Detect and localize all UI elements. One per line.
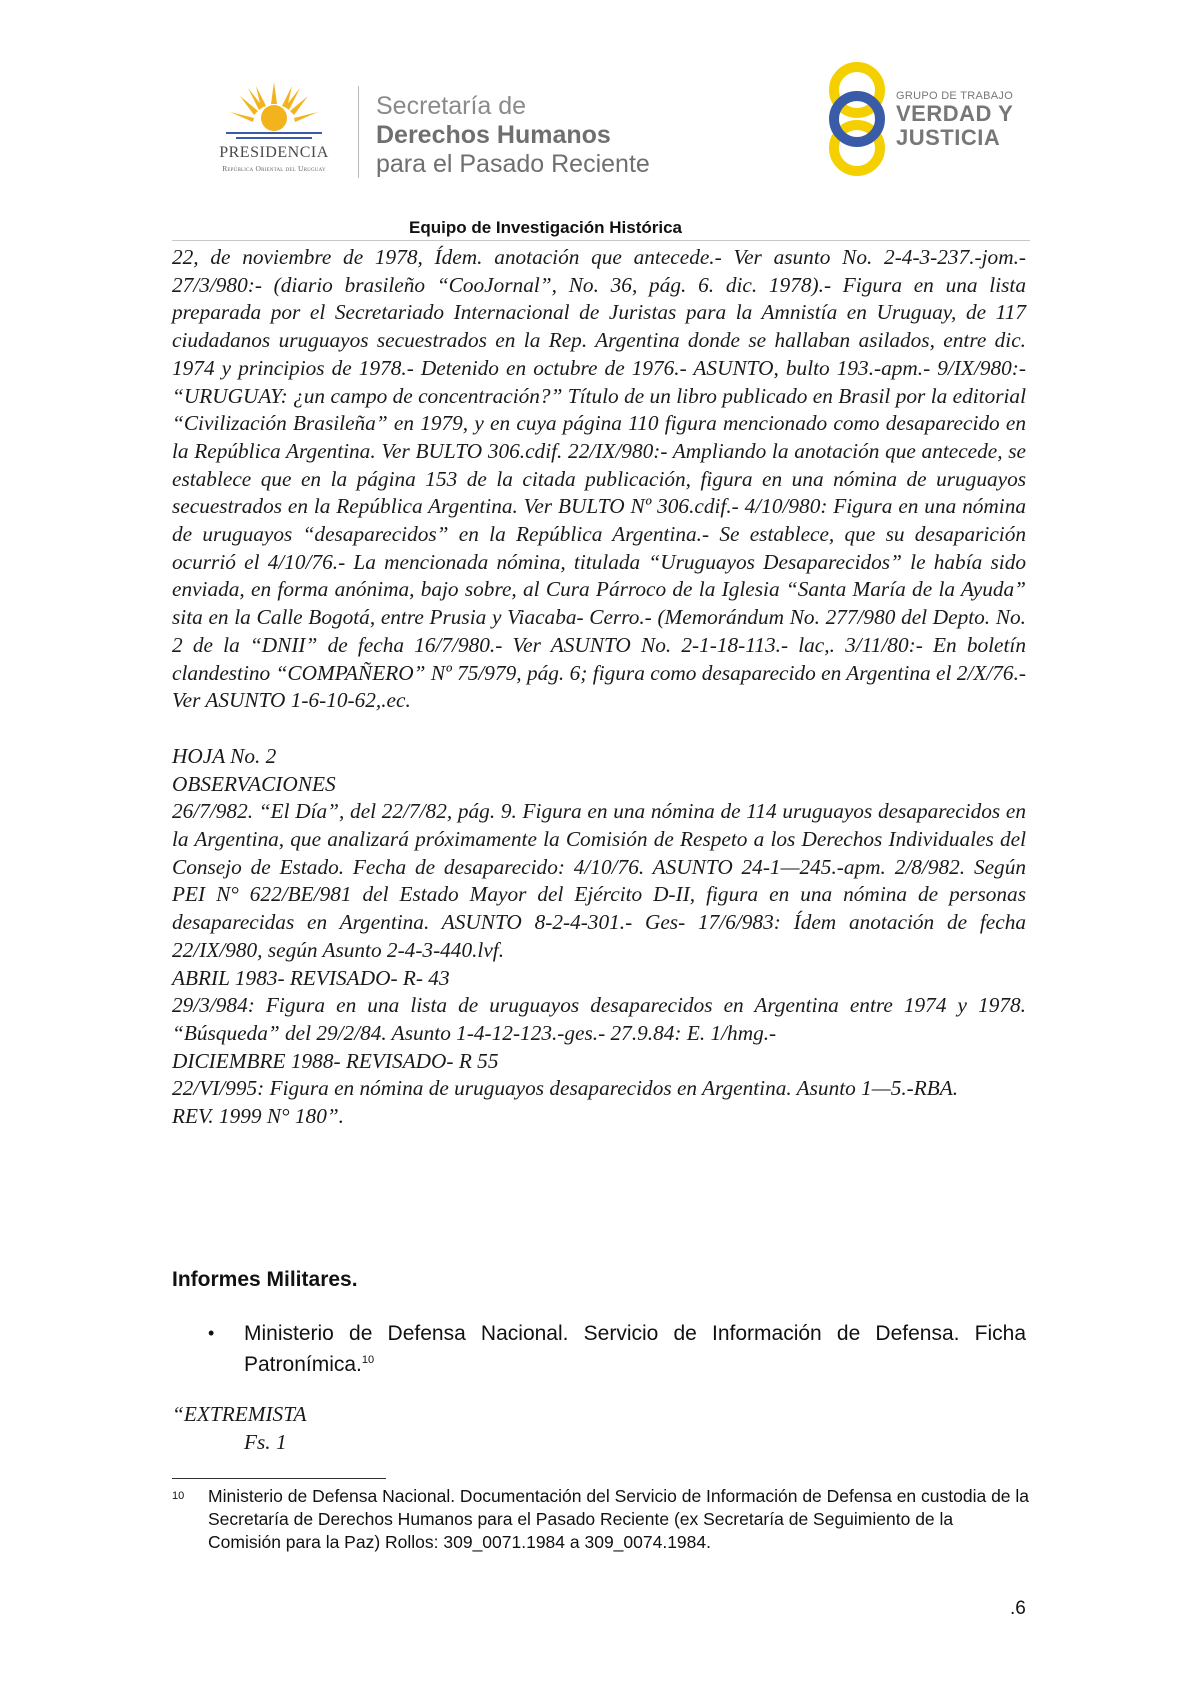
gt-line3: JUSTICIA — [896, 125, 1001, 150]
abril-revisado: ABRIL 1983- REVISADO- R- 43 — [172, 965, 450, 990]
sun-emblem-icon — [226, 80, 322, 142]
fs-label: Fs. 1 — [244, 1430, 287, 1454]
presidencia-name: PRESIDENCIA — [219, 144, 329, 161]
presidencia-logo — [198, 80, 350, 180]
diciembre-revisado: DICIEMBRE 1988- REVISADO- R 55 — [172, 1048, 499, 1073]
paragraph-2: 26/7/982. “El Día”, del 22/7/82, pág. 9. Figura en una nómina de 114 uruguayos desaparecidos en la Argentina, que analizará próximamente la Comisión de Respeto a los Derechos Individuales del Consejo de Estado. Fecha de desaparecido: 4/10/76. ASUNTO 24-1—245.-apm. 2/8/982. Según PEI N° 622/BE/981 del Estado Mayor del Ejército D-II, figura en una nómina de personas desaparecidas en Argentina. ASUNTO 8-2-4-301.- Ges- 17/6/983: Ídem anotación de fecha 22/IX/980, según Asunto 2-4-3-440.lvf. — [172, 799, 1026, 962]
informes-heading: Informes Militares. — [172, 1268, 358, 1291]
extremista-block — [172, 1400, 306, 1456]
grupo-trabajo-text — [896, 90, 1013, 150]
secretaria-line2: Derechos Humanos — [376, 121, 611, 149]
presidencia-subtitle: República Oriental del Uruguay — [222, 164, 326, 173]
bullet-text: Ministerio de Defensa Nacional. Servicio de Información de Defensa. Ficha Patronímica. — [244, 1322, 1026, 1376]
footnote-text: Ministerio de Defensa Nacional. Documentación del Servicio de Información de Defensa en custodia de la Secretaría de Derechos Humanos para el Pasado Reciente (ex Secretaría de Seguimiento de la Comisión para la Paz) Rollos: 309_0071.1984 a 309_0074.1984. — [208, 1486, 1030, 1552]
extremista-label: “EXTREMISTA — [172, 1402, 307, 1426]
paragraph-gap — [172, 715, 1026, 743]
page-header — [0, 0, 1191, 215]
bullet-icon: • — [208, 1323, 215, 1343]
secretaria-line3: para el Pasado Reciente — [376, 150, 650, 178]
header-divider — [358, 86, 359, 178]
document-body — [172, 244, 1026, 1131]
footnote-rule — [172, 1478, 386, 1479]
footnote-number: 10 — [172, 1490, 185, 1502]
gt-line2: VERDAD Y — [896, 101, 1014, 126]
equipo-title: Equipo de Investigación Histórica — [409, 218, 682, 237]
header-rule — [172, 240, 1030, 241]
rings-icon — [824, 60, 894, 180]
gt-line1: GRUPO DE TRABAJO — [896, 90, 1014, 102]
page-number: .6 — [1010, 1598, 1026, 1619]
rev-line: REV. 1999 N° 180”. — [172, 1104, 345, 1129]
paragraph-1: 22, de noviembre de 1978, Ídem. anotación que antecede.- Ver asunto No. 2-4-3-237.-jom.- 27/3/980:- (diario brasileño “CooJornal”, No. 36, pág. 6. dic. 1978).- Figura en una lista preparada por el Secretariado Internacional de Juristas para la Amnistía en Uruguay, de 117 ciudadanos uruguayos secuestrados en la Rep. Argentina donde se hallaban asilados, entre dic. 1974 y principios de 1978.- Detenido en octubre de 1976.- ASUNTO, bulto 193.-apm.- 9/IX/980:- “URUGUAY: ¿un campo de concentración?” Título de un libro publicado en Brasil por la editorial “Civilización Brasileña” en 1979, y en cuya página 110 figura mencionado como desaparecido en la República Argentina. Ver BULTO 306.cdif. 22/IX/980:- Ampliando la anotación que antecede, se establece que en la página 153 de la citada publicación, figura en una nómina de uruguayos secuestrados en la República Argentina. Ver BULTO Nº 306.cdif.- 4/10/980: Figura en una nómina de uruguayos “desaparecidos” en la República Argentina.- Se establece, que su desaparición ocurrió el 4/10/76.- La mencionada nómina, titulada “Uruguayos Desaparecidos” le había sido enviada, en forma anónima, bajo sobre, al Cura Párroco de la Iglesia “Santa María de la Ayuda” sita en la Calle Bogotá, entre Prusia y Viacaba- Cerro.- (Memorándum No. 277/980 del Depto. No. 2 de la “DNII” de fecha 16/7/980.- Ver ASUNTO No. 2-1-18-113.- lac,. 3/11/80:- En boletín clandestino “COMPAÑERO” Nº 75/979, pág. 6; figura como desaparecido en Argentina el 2/X/76.- Ver ASUNTO 1-6-10-62,.ec. — [172, 245, 1026, 713]
paragraph-4: 22/VI/995: Figura en nómina de uruguayos desaparecidos en Argentina. Asunto 1—5.-RBA. — [172, 1076, 959, 1101]
observaciones-label: OBSERVACIONES — [172, 771, 336, 796]
secretaria-title — [376, 92, 650, 179]
bullet-content — [244, 1320, 1026, 1378]
footnote-ref[interactable]: 10 — [361, 1354, 375, 1366]
paragraph-3: 29/3/984: Figura en una lista de uruguayos desaparecidos en Argentina entre 1974 y 1978. “Búsqueda” del 29/2/84. Asunto 1-4-12-123.-ges.- 27.9.84: E. 1/hmg.- — [172, 993, 1026, 1045]
grupo-trabajo-logo — [824, 60, 1024, 180]
hoja-label: HOJA No. 2 — [172, 743, 277, 768]
secretaria-line1: Secretaría de — [376, 92, 527, 120]
